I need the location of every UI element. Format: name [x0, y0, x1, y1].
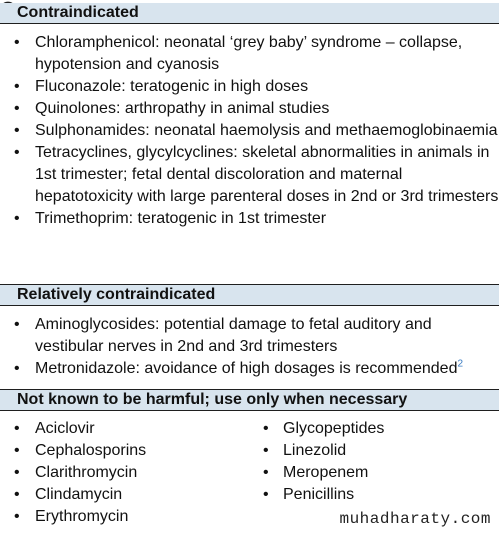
- list-item: • Erythromycin: [0, 506, 146, 528]
- bullet-icon: •: [14, 464, 20, 481]
- bullet-icon: •: [14, 360, 20, 377]
- section-title-relatively-contraindicated: Relatively contraindicated: [17, 286, 216, 303]
- list-item: • Cephalosporins: [0, 440, 146, 462]
- watermark: muhadharaty.com: [339, 510, 491, 528]
- list-item: • Quinolones: arthropathy in animal studies: [0, 98, 499, 120]
- bullet-icon: •: [263, 420, 269, 437]
- bullet-icon: •: [14, 420, 20, 437]
- list-item: • Clindamycin: [0, 484, 146, 506]
- list-item: • Fluconazole: teratogenic in high doses: [0, 76, 499, 98]
- section-title-contraindicated: Contraindicated: [17, 4, 139, 21]
- bullet-icon: •: [14, 508, 20, 525]
- section-header-relatively-contraindicated: [0, 284, 499, 306]
- contraindicated-list: [0, 32, 499, 230]
- bullet-icon: •: [14, 144, 20, 161]
- bullet-icon: •: [14, 210, 20, 227]
- bullet-icon: •: [14, 442, 20, 459]
- bullet-icon: •: [14, 100, 20, 117]
- list-item: • Clarithromycin: [0, 462, 146, 484]
- bullet-icon: •: [263, 464, 269, 481]
- section-header-contraindicated: [0, 3, 499, 24]
- list-item: • Trimethoprim: teratogenic in 1st trimester: [0, 208, 499, 230]
- list-item: • Meropenem: [263, 462, 384, 484]
- bullet-icon: •: [263, 442, 269, 459]
- list-item: • Tetracyclines, glycylcyclines: skeletal abnormalities in animals in 1st trimester; fetal dental discoloration and maternal hepatotoxicity with large parenteral doses in 2nd or 3rd trimesters: [14, 144, 499, 205]
- list-item: • Sulphonamides: neonatal haemolysis and methaemoglobinaemia: [0, 120, 499, 142]
- list-item: • Aciclovir: [0, 418, 146, 440]
- list-item: • Metronidazole: avoidance of high dosages is recommended$^2$: [0, 358, 499, 380]
- reference-marker[interactable]: 2: [457, 358, 464, 370]
- bullet-icon: •: [14, 316, 20, 333]
- list-item: • Aminoglycosides: potential damage to fetal auditory and vestibular nerves in 2nd and 3rd trimesters: [14, 316, 432, 355]
- drug-column-right: [263, 418, 384, 506]
- bullet-icon: •: [14, 486, 20, 503]
- bullet-icon: •: [14, 122, 20, 139]
- drug-column-left: [0, 418, 146, 528]
- bullet-icon: •: [14, 34, 20, 51]
- section-header-not-known-harmful: [0, 389, 499, 411]
- list-item: • Linezolid: [263, 440, 384, 462]
- relatively-contraindicated-list: [0, 314, 499, 380]
- list-item: • Glycopeptides: [263, 418, 384, 440]
- bullet-icon: •: [263, 486, 269, 503]
- list-item: • Penicillins: [263, 484, 384, 506]
- list-item: • Chloramphenicol: neonatal ‘grey baby’ syndrome – collapse, hypotension and cyanosis: [14, 34, 463, 73]
- section-title-not-known-harmful: Not known to be harmful; use only when necessary: [17, 391, 408, 408]
- bullet-icon: •: [14, 78, 20, 95]
